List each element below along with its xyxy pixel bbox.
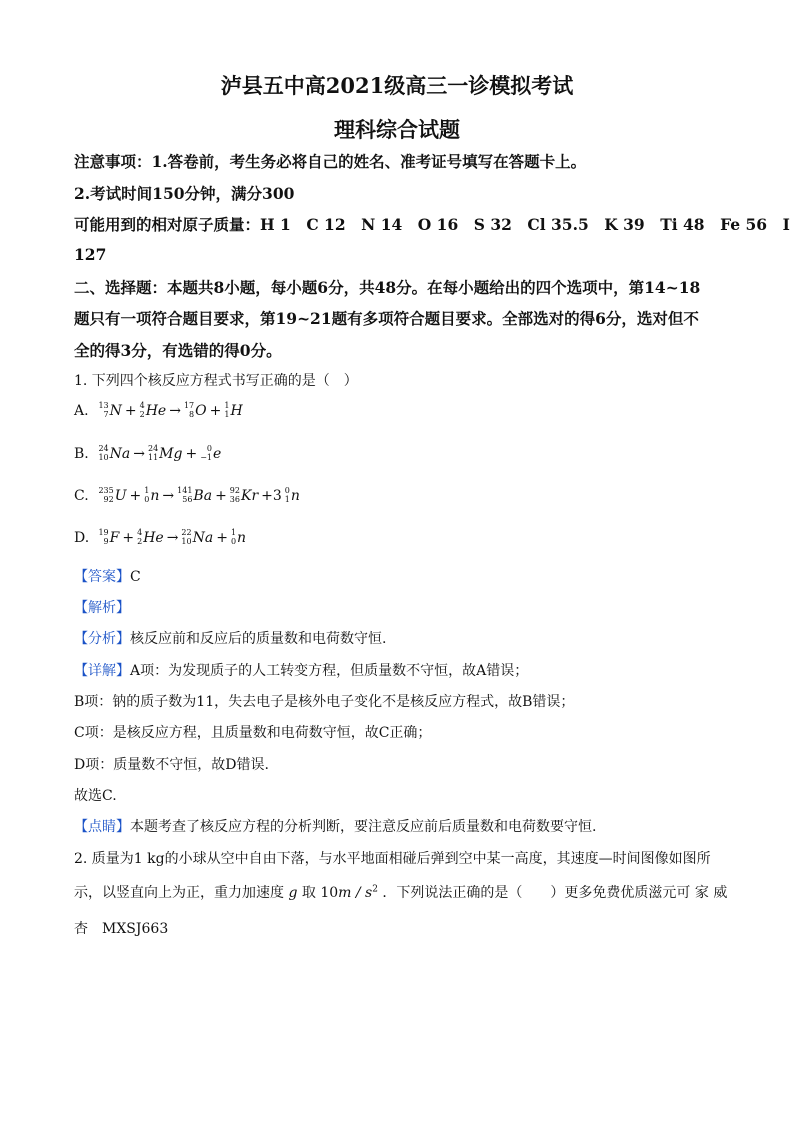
analysis-detail: 【详解】A项：为发现质子的人工转变方程，但质量数不守恒，故A错误； [74,663,529,679]
mass-number: 19 [98,528,109,537]
nuclide [98,445,130,463]
mass-number: 141 [177,486,193,495]
atomic-mass-line-cont: 127 [74,245,107,264]
element-symbol: F [109,530,120,546]
nuclide [285,487,300,505]
analysis-line-c: C项：是核反应方程，且质量数和电荷数守恒，故C正确； [74,725,432,741]
atomic-number: 9 [103,537,109,546]
atomic-number: 7 [103,410,109,419]
analysis-fenxi: 【分析】核反应前和反应后的质量数和电荷数守恒. [74,631,387,647]
equation-operator: + [124,403,137,419]
mass-number: 0 [206,444,212,453]
exam-title: 泸县五中高2021级高三一诊模拟考试 [220,73,574,98]
equation-operator: + [122,530,135,546]
analysis-heading [74,597,130,617]
equation-operator: +3 [261,488,282,504]
element-symbol: n [290,488,300,504]
nuclide [224,402,242,420]
mass-number: 4 [137,528,143,537]
nuclide [140,402,167,420]
mass-number: 1 [144,486,150,495]
atomic-number: 36 [229,495,240,504]
accel-value: 10 [320,885,339,901]
analysis-line-b: B项：钠的质子数为11，失去电子是核外电子变化不是核反应方程式，故B错误； [74,694,575,710]
atomic-number: 10 [98,453,109,462]
section-instruction-3: 全的得3分，有选错的得0分。 [74,341,282,360]
atomic-number: 10 [181,537,192,546]
element-symbol: e [213,446,222,462]
notice-line-2: 2.考试时间150分钟，满分300 [74,184,295,203]
gravity-symbol: g [288,885,298,901]
equation-operator: + [185,446,198,462]
nuclide [230,487,258,505]
question-2-line-2: 示，以竖直向上为正，重力加速度 g 取 $10m / s^2$ ．下列说法正确的是（ ）更多免费优质滋元可 家 威 [74,884,728,901]
nuclide [181,529,213,547]
atomic-number: 92 [103,495,114,504]
option-d: D. 19 9 F + 4 2 He → 22 10 Na + 1 0 n [74,528,247,546]
atomic-number: 8 [189,410,195,419]
mass-number: 92 [229,486,240,495]
element-symbol: Kr [240,488,259,504]
analysis-tag: 【解析】 [74,600,130,616]
nuclide [98,529,119,547]
nuclide [144,487,159,505]
equation-operator: + [209,403,222,419]
nuclide [200,445,221,463]
option-a: A. 13 7 N + 4 2 He → 17 8 O + 1 1 H [74,401,243,419]
element-symbol: He [143,530,164,546]
answer-tag: 【答案】 [74,569,130,585]
atomic-number: 1 [284,495,290,504]
equation-operator: → [166,530,179,546]
atomic-number: 2 [137,537,143,546]
atomic-number: 2 [139,410,145,419]
element-symbol: He [145,403,167,419]
mass-number: 22 [181,528,192,537]
element-symbol: n [150,488,160,504]
option-c-equation [98,488,299,504]
nuclide [98,487,126,505]
mass-number: 17 [183,401,195,410]
analysis-dianjing: 【点睛】本题考查了核反应方程的分析判断，要注意反应前后质量数和电荷数要守恒. [74,819,597,835]
atomic-number: −1 [200,453,212,462]
element-symbol: N [109,403,122,419]
element-symbol: O [195,403,207,419]
equation-operator: + [215,488,227,504]
element-symbol: Mg [159,446,183,462]
atomic-number: 56 [182,495,193,504]
equation-operator: + [129,488,142,504]
accel-unit: m / s [338,885,373,901]
option-b: B. 24 10 Na → 24 11 Mg + 0 −1 e [74,444,222,462]
section-instruction-1: 二、选择题：本题共8小题，每小题6分，共48分。在每小题给出的四个选项中，第14~18 [74,278,701,297]
mass-number: 13 [98,401,109,410]
analysis-conclusion: 故选C. [74,788,117,804]
question-2-line-1: 2. 质量为1 kg的小球从空中自由下落，与水平地面相碰后弹到空中某一高度，其速度—时间图像如图所 [74,851,711,867]
atomic-number: 1 [224,410,230,419]
nuclide [184,402,207,420]
answer-value: C [130,569,141,585]
mass-number: 235 [98,486,114,495]
element-symbol: Na [109,446,131,462]
section-instruction-2: 题只有一项符合题目要求，第19~21题有多项符合题目要求。全部选对的得6分，选对但不 [74,309,699,328]
mass-number: 4 [139,401,145,410]
atomic-number: 0 [144,495,150,504]
equation-operator: + [216,530,228,546]
mass-number: 1 [230,528,237,537]
nuclide [231,529,246,547]
equation-operator: → [133,446,145,462]
option-d-equation [98,530,246,546]
element-symbol: H [230,403,243,419]
nuclide [148,445,182,463]
element-symbol: n [237,530,247,546]
mass-number: 24 [98,444,109,453]
accel-exponent: 2 [372,884,378,895]
equation-operator: → [162,488,175,504]
nuclide [137,529,164,547]
question-2-line-3: 杏 MXSJ663 [74,921,169,937]
atomic-mass-line: 可能用到的相对原子质量：H 1 C 12 N 14 O 16 S 32 Cl 35.5 K 39 Ti 48 Fe 56 I [74,215,790,234]
nuclide [177,487,212,505]
equation-operator: → [169,403,181,419]
analysis-line-d: D项：质量数不守恒，故D错误. [74,757,269,773]
notice-line-1: 注意事项：1.答卷前，考生务必将自己的姓名、准考证号填写在答题卡上。 [74,152,587,171]
nuclide [98,402,121,420]
question-1-stem: 1. 下列四个核反应方程式书写正确的是（ ） [74,373,358,389]
atomic-number: 0 [230,537,237,546]
answer-line [74,566,141,586]
option-b-equation [98,446,221,462]
element-symbol: Ba [193,488,213,504]
element-symbol: Na [192,530,214,546]
mass-number: 0 [284,486,290,495]
mass-number: 24 [147,444,159,453]
element-symbol: U [114,488,127,504]
atomic-number: 11 [147,453,159,462]
exam-subtitle: 理科综合试题 [334,117,460,142]
option-c: C. 235 92 U + 1 0 n → 141 56 Ba + 92 36 Kr +3 0 1 n [74,486,300,504]
mass-number: 1 [224,401,230,410]
option-a-equation [98,403,242,419]
